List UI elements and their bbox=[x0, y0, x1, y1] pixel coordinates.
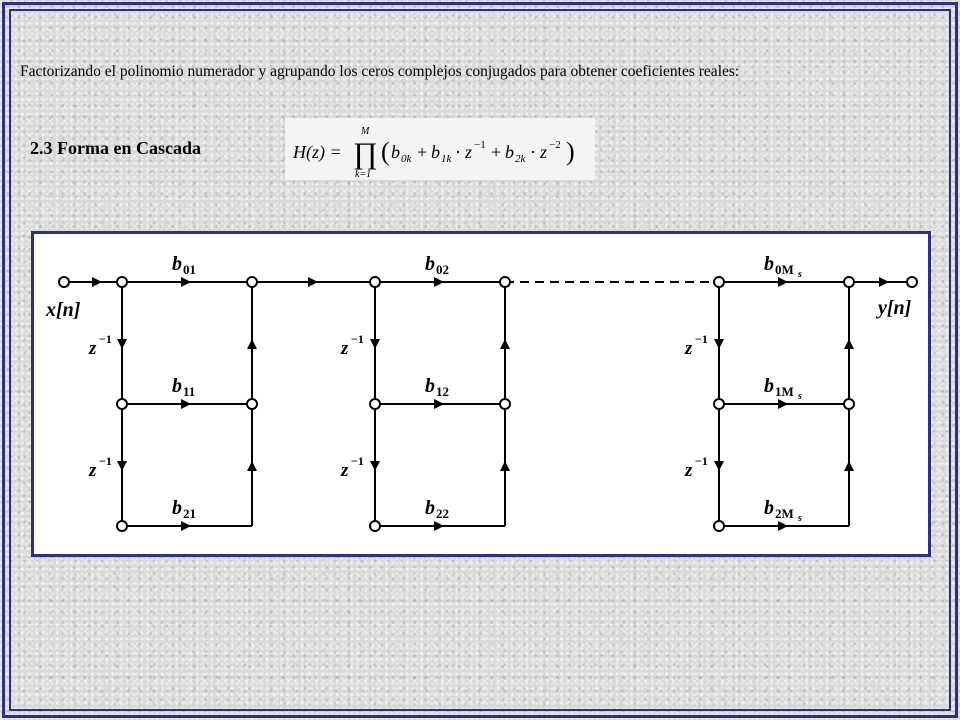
formula-z1-base: z bbox=[465, 142, 473, 162]
arrow-b01 bbox=[181, 277, 191, 287]
node-s1-top-right bbox=[247, 277, 257, 287]
delay-label-2a: z bbox=[341, 338, 349, 359]
formula-b1-base: b bbox=[431, 142, 440, 162]
coef-b2ms-sub: 2M bbox=[775, 506, 794, 521]
formula-b0-base: b bbox=[391, 142, 400, 162]
formula-close-paren: ) bbox=[566, 137, 575, 166]
coef-b22-base: b bbox=[425, 497, 435, 519]
coef-b11-base: b bbox=[172, 375, 182, 397]
formula-product-symbol: ∏ bbox=[353, 137, 378, 170]
coef-b2ms-base: b bbox=[764, 497, 774, 519]
arrow-up-2a bbox=[500, 339, 510, 349]
formula-dot: · bbox=[455, 142, 461, 162]
coef-b11-sub: 11 bbox=[183, 384, 196, 399]
arrow-input bbox=[92, 277, 102, 287]
node-output bbox=[907, 277, 917, 287]
coef-b02-base: b bbox=[425, 253, 435, 275]
formula-plus-1: + bbox=[417, 142, 428, 162]
coef-labels-stage-2 bbox=[425, 253, 449, 521]
delay-exp-2b: −1 bbox=[351, 454, 364, 468]
coef-labels-stage-m bbox=[764, 253, 802, 524]
node-sm-mid-left bbox=[714, 399, 724, 409]
formula-z2-exp: −2 bbox=[549, 139, 561, 151]
coef-b21-sub: 21 bbox=[183, 506, 196, 521]
formula-open-paren: ( bbox=[381, 137, 390, 166]
arrow-up-1b bbox=[247, 461, 257, 471]
node-s2-mid-right bbox=[500, 399, 510, 409]
node-s1-mid-right bbox=[247, 399, 257, 409]
coef-b1ms-sub: 1M bbox=[775, 384, 794, 399]
arrow-delay-mb bbox=[714, 461, 724, 471]
arrow-delay-2a bbox=[370, 339, 380, 349]
coef-b02-sub: 02 bbox=[436, 262, 449, 277]
formula-b0-sub: 0k bbox=[401, 153, 412, 165]
flow-graph-svg bbox=[34, 234, 928, 554]
formula-plus-2: + bbox=[491, 142, 502, 162]
node-s2-mid-left bbox=[370, 399, 380, 409]
coef-b12-sub: 12 bbox=[436, 384, 449, 399]
node-sm-bot-left bbox=[714, 521, 724, 531]
formula-upper-limit: M bbox=[361, 126, 370, 137]
node-sm-mid-right bbox=[844, 399, 854, 409]
delay-label-2b: z bbox=[341, 460, 349, 481]
node-input bbox=[59, 277, 69, 287]
arrow-b0ms bbox=[778, 277, 788, 287]
arrow-b21 bbox=[181, 521, 191, 531]
delay-label-1a: z bbox=[89, 338, 97, 359]
coef-b0ms-subsub: s bbox=[798, 269, 802, 280]
node-sm-top-left bbox=[714, 277, 724, 287]
node-s1-top-left bbox=[117, 277, 127, 287]
delay-exp-2a: −1 bbox=[351, 332, 364, 346]
formula-lower-limit: k=1 bbox=[355, 169, 372, 180]
delay-label-1b: z bbox=[89, 460, 97, 481]
formula-b2-base: b bbox=[505, 142, 514, 162]
arrow-delay-1a bbox=[117, 339, 127, 349]
arrow-b12 bbox=[434, 399, 444, 409]
arrow-up-mb bbox=[844, 461, 854, 471]
delay-label-ma: z bbox=[685, 338, 693, 359]
arrow-up-2b bbox=[500, 461, 510, 471]
coef-b0ms-sub: 0M bbox=[775, 262, 794, 277]
coef-b0ms-base: b bbox=[764, 253, 774, 275]
arrow-b22 bbox=[434, 521, 444, 531]
cascade-flow-diagram bbox=[31, 231, 931, 557]
coef-b22-sub: 22 bbox=[436, 506, 449, 521]
delay-exp-1a: −1 bbox=[99, 332, 112, 346]
coef-b12-base: b bbox=[425, 375, 435, 397]
arrow-between-stages bbox=[308, 277, 318, 287]
arrow-b1ms bbox=[778, 399, 788, 409]
arrow-b02 bbox=[434, 277, 444, 287]
delay-exp-1b: −1 bbox=[99, 454, 112, 468]
formula-z2-base: z bbox=[540, 142, 548, 162]
arrow-up-1a bbox=[247, 339, 257, 349]
delay-exp-mb: −1 bbox=[695, 454, 708, 468]
output-label: y[n] bbox=[878, 297, 912, 319]
formula-dot-2: · bbox=[530, 142, 536, 162]
formula-lhs: H(z) = bbox=[293, 142, 342, 162]
arrow-b2ms bbox=[778, 521, 788, 531]
formula-b1-sub: 1k bbox=[441, 153, 452, 165]
delay-exp-ma: −1 bbox=[695, 332, 708, 346]
arrow-delay-2b bbox=[370, 461, 380, 471]
node-s2-top-left bbox=[370, 277, 380, 287]
arrow-delay-1b bbox=[117, 461, 127, 471]
delay-label-mb: z bbox=[685, 460, 693, 481]
arrow-delay-ma bbox=[714, 339, 724, 349]
arrow-output bbox=[879, 277, 889, 287]
coef-labels-stage-1 bbox=[172, 253, 196, 521]
node-sm-top-right bbox=[844, 277, 854, 287]
intro-text: Factorizando el polinomio numerador y agrupando los ceros complejos conjugados para obtener coeficientes reales: bbox=[20, 63, 740, 80]
input-label: x[n] bbox=[46, 299, 81, 321]
formula-b2-sub: 2k bbox=[515, 153, 526, 165]
cascade-formula bbox=[285, 118, 595, 180]
formula-z1-exp: −1 bbox=[474, 139, 486, 151]
arrow-up-ma bbox=[844, 339, 854, 349]
coef-b2ms-subsub: s bbox=[798, 513, 802, 524]
coef-b21-base: b bbox=[172, 497, 182, 519]
coef-b1ms-base: b bbox=[764, 375, 774, 397]
node-s2-top-right bbox=[500, 277, 510, 287]
section-title: 2.3 Forma en Cascada bbox=[30, 138, 201, 158]
node-s1-mid-left bbox=[117, 399, 127, 409]
coef-b01-base: b bbox=[172, 253, 182, 275]
node-s1-bot-left bbox=[117, 521, 127, 531]
arrow-b11 bbox=[181, 399, 191, 409]
coef-b01-sub: 01 bbox=[183, 262, 196, 277]
coef-b1ms-subsub: s bbox=[798, 391, 802, 402]
delay-labels bbox=[88, 332, 708, 481]
node-s2-bot-left bbox=[370, 521, 380, 531]
